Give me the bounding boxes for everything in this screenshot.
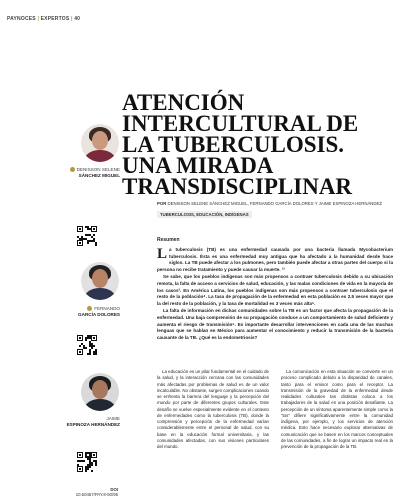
separator: |: [37, 16, 40, 22]
title-line: INTERCULTURAL DE: [122, 111, 359, 136]
body-paragraph: La comunicación en esta situación se convierte en un proceso complicado debido a la disparidad de canales, tanto para el emisor como para el receptor. La transmisión de la gravedad de la enfermedad desde realidades culturales tan distintas coloca a los trabajadores de la salud en una posición desafiante. La percepción de un síntoma aparentemente simple como la “tos” difiere significativamente entre la comunidad indígena, por ejemplo, y los servicios de atención médica. Esto hace necesario explorar alternativas de comunicación que se basen en los marcos conceptuales de las comunidades, a fin de lograr un impacto real en la prevención de la propagación de la TB.: [281, 369, 393, 449]
qr-code-1[interactable]: [77, 226, 97, 246]
author-3: [2, 416, 120, 427]
byline-prefix: POR: [157, 201, 167, 206]
qr-code-icon: [77, 226, 97, 246]
qr-code-icon: [77, 335, 97, 355]
author-first-name: JAIME: [106, 416, 120, 421]
title-line: LA TUBERCULOSIS.: [122, 132, 344, 157]
author-last-name: GARCÍA DOLORES: [78, 311, 120, 317]
qr-code-2[interactable]: [77, 335, 97, 355]
byline-authors: DENISSON SELENE SÁNCHEZ MIGUEL, FERNANDO GARCÍA DOLORES Y JAIME ESPINOZA HERNÁNDEZ: [167, 201, 383, 206]
author-1: [2, 167, 120, 178]
author-photo-2: [81, 262, 119, 300]
abstract: [157, 247, 393, 342]
qr-code-3[interactable]: [77, 452, 97, 472]
doi-label: DOI: [110, 487, 118, 492]
magazine-name: PAYNOCES: [7, 16, 36, 22]
qr-code-icon: [77, 452, 97, 472]
abstract-text: Se sabe, que los pueblos indígenas son más propensos a contraer tuberculosis debido a su ubicación remota, la falta de acceso a servicios de salud, educación, y las malas condiciones de vida en la mayoría de los casos³. En América Latina, los pueblos indígenas son más propensos a contraer tuberculosis que el resto de la población⁴. La tasa de propagación de la enfermedad en esta población es 2.5 veces mayor que la del resto de la población, y la tasa de mortalidad es 3 veces más alta⁵.: [157, 274, 393, 306]
title-line: ATENCIÓN: [122, 90, 245, 115]
keywords-tag: TUBERCULOSIS, EDUCACIÓN, INDÍGENAS: [157, 211, 252, 218]
body-column-left: [157, 369, 269, 450]
doi: [18, 487, 118, 497]
author-last-name: SÁNCHEZ MIGUEL: [78, 172, 120, 178]
abstract-paragraph: [157, 274, 393, 307]
page-number: 40: [74, 16, 81, 22]
doi-value: 10.60467/PAY.8-50/95: [75, 492, 118, 497]
body-column-right: [281, 369, 393, 450]
title-line: TRANSDISCIPLINAR: [122, 174, 353, 199]
author-first-name: DENISSON SELENE: [76, 167, 120, 172]
orcid-icon: [70, 167, 75, 172]
author-first-name: FERNANDO: [94, 306, 120, 311]
running-head: [7, 16, 80, 22]
author-last-name: ESPINOZA HERNÁNDEZ: [66, 421, 120, 427]
author-photo-1: [81, 124, 119, 162]
article-title: [122, 92, 392, 197]
title-line: UNA MIRADA: [122, 153, 274, 178]
abstract-text: a tuberculosis (TB) es una enfermedad causada por una bacteria llamada Mycobacterium tuberculosis. Ésta es una enfermedad muy antigua que ha afectado a la humanidad desde hace siglos. La TB puede afectar a los pulmones, pero también puede afectar a otras partes del cuerpo si la persona no recibe tratamiento y puede causar la muerte. ¹²: [157, 247, 393, 272]
abstract-paragraph: [157, 308, 393, 341]
abstract-text: La falta de información en dichas comunidades sobre la TB es un factor que afecta la propagación de la enfermedad. Una baja comprensión de su propagación conduce a un comportamiento de salud deficiente y aumenta el riesgo de transmisión⁶. Es importante desarrollar intervenciones en cada una de las muchas lenguas que se hablan en México para aumentar el conocimiento y reducir la transmisión de la bacteria causante de la TB. ¿Qué es la endometriosis?: [157, 308, 393, 340]
abstract-paragraph: [157, 247, 393, 273]
author-2: [2, 306, 120, 317]
separator: |: [70, 16, 73, 22]
body-paragraph: La educación es un pilar fundamental en el cuidado de la salud, y la interacción cercana con las comunidades más afectadas por problemas de salud es de un valor incalculable. No obstante, surgen complicaciones cuando se enfrenta la barrera del lenguaje y la percepción del mundo por parte de diferentes grupos culturales. Este desafío se vuelve especialmente evidente en el contexto de enfermedades como la tuberculosis (TB), donde la comprensión y percepción de la enfermedad varían considerablemente entre el personal de salud, con su base en la educación formal universitaria, y las comunidades afectadas, con sus visiones particulares del mundo.: [157, 369, 269, 449]
section-name: EXPERTOS: [40, 16, 70, 22]
abstract-heading: Resumen: [157, 237, 180, 243]
byline: [157, 201, 382, 206]
author-photo-3: [81, 373, 119, 411]
orcid-icon: [87, 306, 92, 311]
drop-cap: L: [157, 246, 168, 262]
